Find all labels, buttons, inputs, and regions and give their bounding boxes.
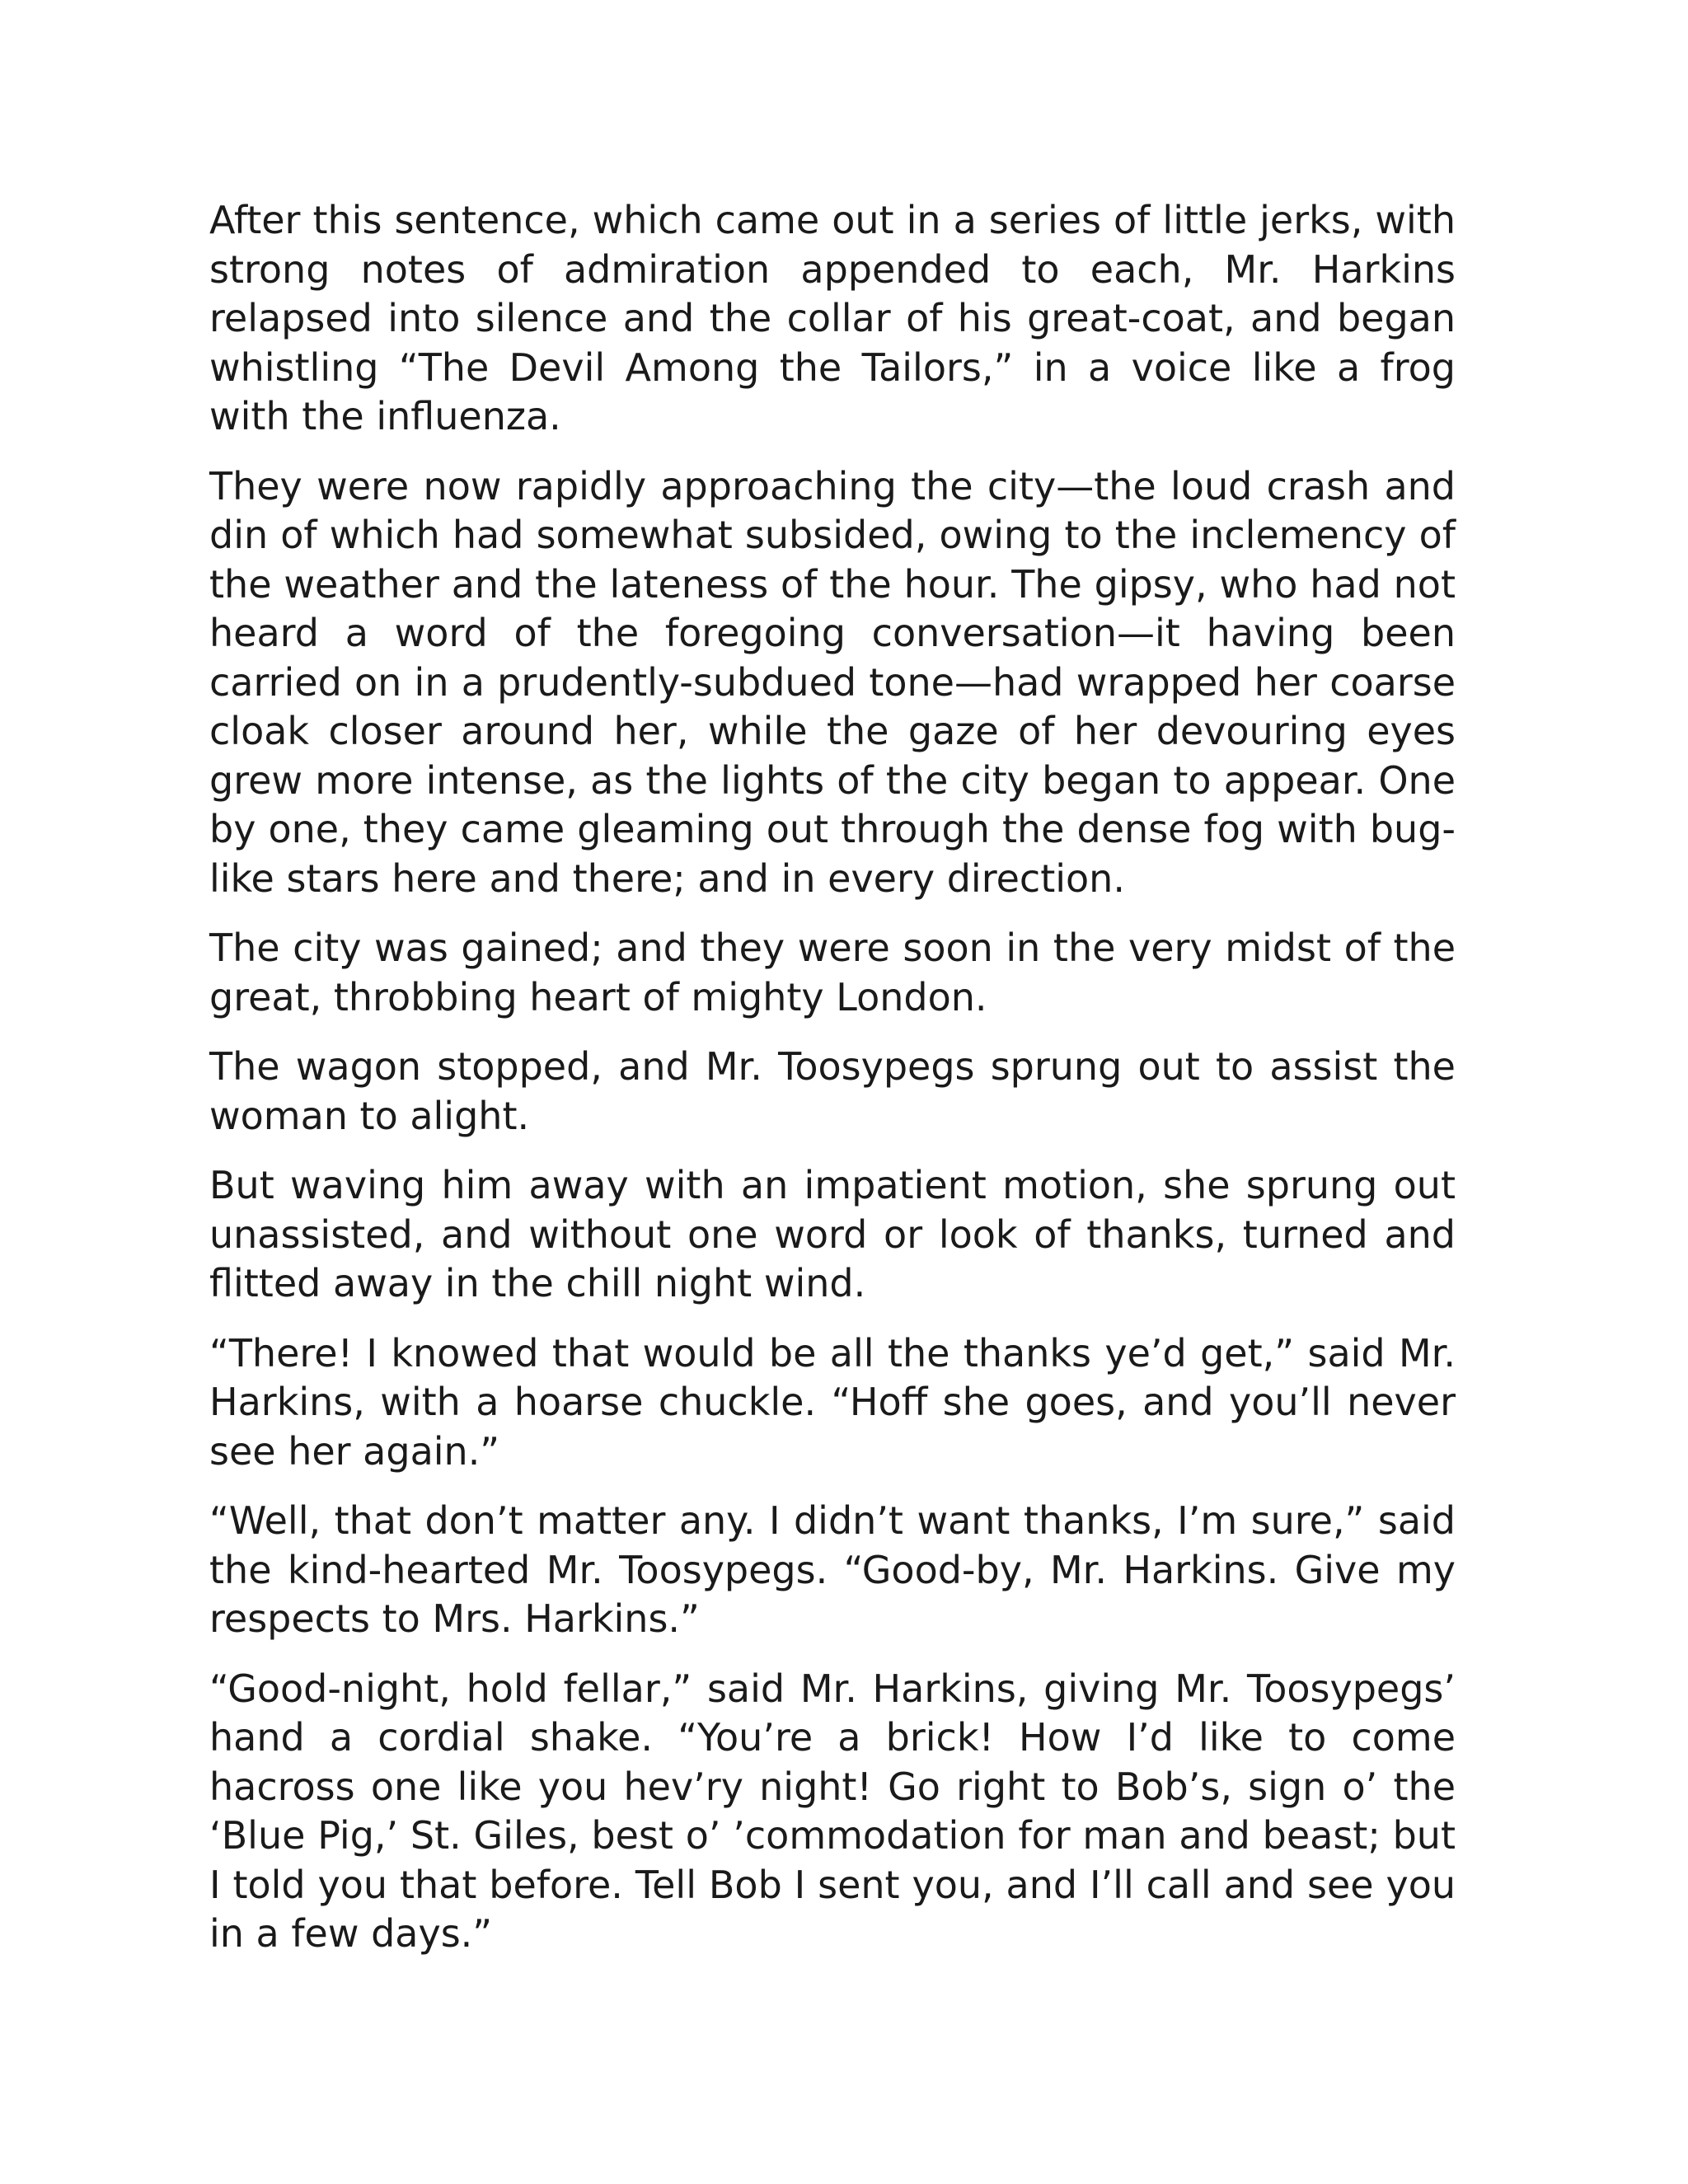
paragraph-2: They were now rapidly approaching the city—the loud crash and din of which had somewhat subsided, owing to the inclemency of the weather and the lateness of the hour. The gipsy, who had not heard a word of the foregoing conversation—it having been carried on in a prudently-subdued tone—had wrapped her coarse cloak closer around her, while the gaze of her devouring eyes grew more intense, as the lights of the city began to appear. One by one, they came gleaming out through the dense fog with bug-like stars here and there; and in every direction. [209, 463, 1456, 901]
paragraph-6: “There! I knowed that would be all the thanks ye’d get,” said Mr. Harkins, with a hoarse chuckle. “Hoff she goes, and you’ll never see her again.” [209, 1330, 1456, 1474]
paragraph-3: The city was gained; and they were soon in the very midst of the great, throbbing heart of mighty London. [209, 926, 1456, 1019]
document-page [209, 196, 1456, 1980]
paragraph-4: The wagon stopped, and Mr. Toosypegs sprung out to assist the woman to alight. [209, 1044, 1456, 1138]
paragraph-7: “Well, that don’t matter any. I didn’t want thanks, I’m sure,” said the kind-hearted Mr. Toosypegs. “Good-by, Mr. Harkins. Give my respects to Mrs. Harkins.” [209, 1498, 1456, 1641]
paragraph-1: After this sentence, which came out in a series of little jerks, with strong notes of admiration appended to each, Mr. Harkins relapsed into silence and the collar of his great-coat, and began whistling “The Devil Among the Tailors,” in a voice like a frog with the influenza. [209, 198, 1456, 438]
paragraph-5: But waving him away with an impatient motion, she sprung out unassisted, and without one word or look of thanks, turned and flitted away in the chill night wind. [209, 1163, 1456, 1305]
paragraph-8: “Good-night, hold fellar,” said Mr. Harkins, giving Mr. Toosypegs’ hand a cordial shake. “You’re a brick! How I’d like to come hacross one like you hev’ry night! Go right to Bob’s, sign o’ the ‘Blue Pig,’ St. Giles, best o’ ’commodation for man and beast; but I told you that before. Tell Bob I sent you, and I’ll call and see you in a few days.” [209, 1666, 1456, 1956]
